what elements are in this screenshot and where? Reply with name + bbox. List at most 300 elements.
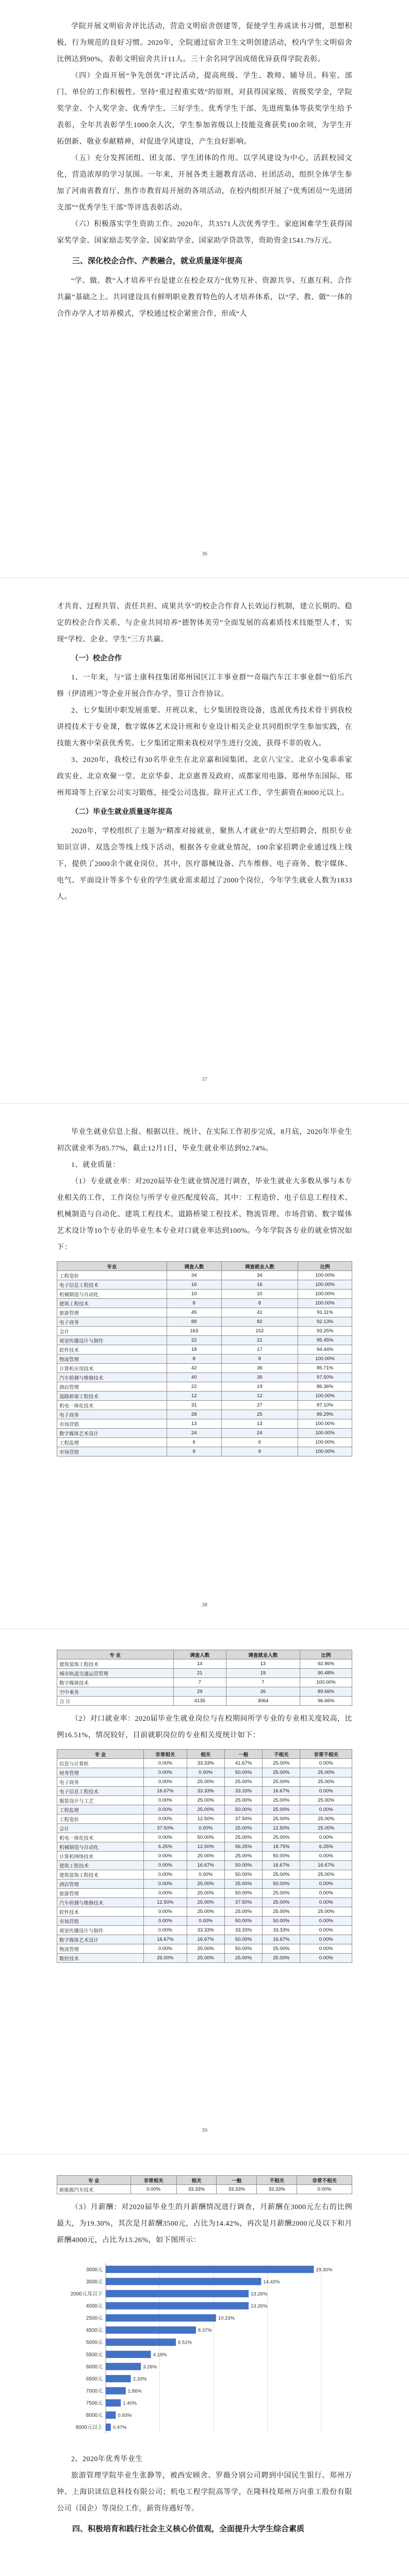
table-row — [57, 1870, 352, 1879]
page-40 — [0, 2155, 409, 2576]
table-cell: 0.00% — [144, 1768, 187, 1777]
table-cell: 92.13% — [298, 1317, 352, 1327]
table-cell: 16.67% — [187, 1861, 224, 1870]
table-row — [57, 1280, 352, 1290]
table-cell: 25.00% — [263, 1898, 300, 1907]
table-cell: 25.00% — [263, 1833, 300, 1842]
table-cell: 56.25% — [224, 1842, 262, 1852]
table-cell-major: 道路桥梁工程技术 — [57, 1392, 167, 1401]
bar — [106, 2424, 111, 2431]
table-cell: 0.00% — [144, 1889, 187, 1898]
table-cell: 0.00% — [187, 1870, 224, 1879]
table-cell: 25.00% — [263, 1944, 300, 1954]
table-cell: 3064 — [226, 1697, 300, 1706]
bar — [106, 2399, 121, 2406]
table-cell: 25.00% — [224, 1796, 262, 1805]
table-cell: 0.00% — [144, 1796, 187, 1805]
table-cell: 0.00% — [144, 1759, 187, 1768]
table-cell: 0.00% — [144, 1926, 187, 1935]
paragraph: （3）月薪酬：对2020届毕业生的月薪酬情况进行调查，月薪酬在3000元左右的比例最大，为19.30%，其次是月薪酬3500元，占比为14.42%，再次是月薪酬2000元及以下和月薪酬4000元，占比为13.26%，如下图所示： — [57, 2204, 352, 2244]
table-row — [57, 1898, 352, 1907]
table-cell: 21 — [221, 1336, 298, 1345]
table-cell-major: 机械制造与自动化 — [57, 1290, 167, 1299]
table-cell: 19 — [221, 1382, 298, 1392]
table-cell-major: 建筑工程技术 — [57, 1299, 167, 1308]
data-label: 4.19% — [153, 2352, 167, 2358]
paragraph: “学、做、教”入才培养平台是建立在校企双方“优势互补、资源共享、互惠互利、合作共赢”基础之上。共同建设具有鲜明职业教育特色的人才培养体系，以“学、教、做”一体的合作办学人才培养模式，学校通过校企紧密合作，形成“人 — [57, 277, 352, 318]
table-cell: 90.48% — [300, 1669, 352, 1678]
table-row — [57, 1777, 352, 1787]
table-header: 调查就业人数 — [221, 1262, 298, 1271]
table-cell: 6 — [167, 1438, 221, 1447]
table-cell: 0.00% — [144, 1815, 187, 1824]
table-row — [57, 1678, 352, 1687]
table-cell: 10 — [167, 1290, 221, 1299]
table-cell: 25.00% — [187, 1796, 224, 1805]
table-header: 调查人数 — [173, 1650, 226, 1659]
table-cell: 97.50% — [298, 1373, 352, 1382]
table-row — [57, 1354, 352, 1364]
table-cell: 50.00% — [263, 1917, 300, 1926]
page-number: 37 — [202, 1076, 207, 1082]
table-cell: 24 — [221, 1429, 298, 1438]
table-cell: 87.10% — [298, 1401, 352, 1410]
table-cell-major: 工程监理 — [57, 1438, 167, 1447]
paragraph: 毕业生就业信息上报、根据以往、统计、在实际工作初步完成，8月底，2020年毕业生初次就业率为85.77%，截止12月1日，毕业生就业率达到92.74%。 — [57, 1128, 352, 1153]
data-label: 8.37% — [198, 2328, 212, 2334]
table-cell: 92.86% — [300, 1659, 352, 1669]
table-cell: 0.00% — [144, 1944, 187, 1954]
table-cell: 16.67% — [263, 1787, 300, 1796]
table-header: 非常不相关 — [297, 2176, 352, 2185]
table-cell: 12 — [167, 1392, 221, 1401]
bar — [106, 2363, 141, 2370]
table-cell: 6 — [221, 1438, 298, 1447]
table-cell: 25.00% — [263, 1870, 300, 1879]
table-row — [57, 1327, 352, 1336]
table-cell: 25 — [221, 1410, 298, 1419]
table-cell: 8 — [167, 1299, 221, 1308]
table-cell: 0.00% — [144, 1907, 187, 1917]
table-cell: 50.00% — [224, 1917, 262, 1926]
table-row — [57, 1299, 352, 1308]
table-cell: 0.00% — [144, 1777, 187, 1787]
table-row — [57, 2185, 352, 2194]
table-row — [57, 1833, 352, 1842]
table-cell: 19 — [226, 1669, 300, 1678]
table-row — [57, 1954, 352, 1963]
table-body — [57, 2185, 352, 2194]
category-label: 7000元 — [86, 2388, 103, 2394]
table-cell: 8 — [167, 1354, 221, 1364]
table-cell: 0.00% — [144, 1833, 187, 1842]
table-row — [57, 1907, 352, 1917]
table-row — [57, 1345, 352, 1354]
table-cell: 25.00% — [263, 1815, 300, 1824]
table-cell-major: 汽车检测与维修技术 — [57, 1373, 167, 1382]
table-cell: 16.67% — [144, 1787, 187, 1796]
paragraph: 2、七夕集团中职发展重要。开班以来，七夕集团投资设备，选派优秀技术骨干到我校讲授技术于专业课，数字媒体艺术设计班和专业设计相关企业共同组织学生参加实践，在技能大赛中荣获优秀奖。七夕集团定期来我校对学生进行交流，获得不菲的收入。 — [57, 707, 352, 748]
bar — [106, 2314, 216, 2321]
table-cell: 16.67% — [300, 1861, 352, 1870]
bar — [106, 2412, 116, 2419]
table-cell: 25.00% — [187, 1805, 224, 1815]
data-label: 13.26% — [251, 2303, 268, 2309]
bar — [106, 2266, 314, 2273]
page-38 — [0, 1104, 409, 1629]
table-cell: 25.00% — [187, 1898, 224, 1907]
table-cell: 25.00% — [300, 1824, 352, 1833]
table-cell: 26 — [226, 1687, 300, 1697]
paragraph: 才共育、过程共管、责任共担、成果共享”的校企合作育人长效运行机制，建立长期的、稳定的校企合作关系，与企业共同培养“德智体美劳”全面发展的高素质技术技能型人才，实现“学校、企业、学生”三方共赢。 — [57, 603, 352, 643]
table-cell: 18.75% — [263, 1842, 300, 1852]
table-cell: 0.00% — [144, 1917, 187, 1926]
table-cell: 0.00% — [144, 1852, 187, 1861]
table-cell: 0.00% — [300, 1898, 352, 1907]
paragraph: 2、2020年优秀毕业生 — [71, 2455, 143, 2463]
data-label: 2.33% — [133, 2376, 147, 2382]
table-cell-major: 会计 — [57, 1824, 144, 1833]
table-row — [57, 1419, 352, 1429]
table-row — [57, 1917, 352, 1926]
table-cell: 50.00% — [263, 1852, 300, 1861]
table-cell: 25.00% — [300, 1907, 352, 1917]
table-cell: 45 — [167, 1308, 221, 1317]
table-header: 比例 — [300, 1650, 352, 1659]
table-row — [57, 1768, 352, 1777]
table-cell: 25.00% — [224, 1852, 262, 1861]
table-cell: 6.25% — [144, 1842, 187, 1852]
table-cell-major: 电子信息工程技术 — [57, 1280, 167, 1290]
table-cell: 0.00% — [300, 1852, 352, 1861]
table-cell: 89.66% — [300, 1687, 352, 1697]
table-cell: 42 — [167, 1364, 221, 1373]
table-cell: 0.00% — [144, 1870, 187, 1879]
table-cell: 50.00% — [263, 1879, 300, 1889]
table-cell: 8 — [221, 1299, 298, 1308]
table-cell: 0.00% — [144, 1879, 187, 1889]
table-cell: 16.67% — [263, 1935, 300, 1944]
data-label: 1.86% — [127, 2388, 142, 2394]
table-cell: 25.00% — [300, 1768, 352, 1777]
category-label: 2000元及以下 — [70, 2291, 103, 2297]
table-body — [57, 1659, 352, 1706]
table-cell-major: 视觉传播设计与制作 — [57, 1926, 144, 1935]
table-cell-major: 电子商务 — [57, 1410, 167, 1419]
table-cell: 0.00% — [300, 1944, 352, 1954]
category-label: 5000元 — [86, 2340, 103, 2346]
table-header: 不相关 — [257, 2176, 297, 2185]
table-cell: 100.00% — [298, 1271, 352, 1280]
table-cell-major: 合 计 — [57, 1697, 174, 1706]
table-row — [57, 1926, 352, 1935]
table-row — [57, 1438, 352, 1447]
table-cell: 7 — [226, 1678, 300, 1687]
table-cell-major: 电子商务 — [57, 1317, 167, 1327]
table-cell-major: 工程监理 — [57, 1805, 144, 1815]
paragraph: （六）积极落实学生资助工作。2020年，共3571人次优秀学生、家庭困难学生获得国家奖学金、国家励志奖学金、国家助学金、国家助学贷款等，资助资金1541.79万元。 — [57, 221, 352, 245]
table-cell-major: 数字媒体艺术设计 — [57, 1429, 167, 1438]
table-cell: 0.00% — [300, 1787, 352, 1796]
table-cell: 7 — [173, 1678, 226, 1687]
table-header: 调查就业人数 — [226, 1650, 300, 1659]
table-row — [57, 1759, 352, 1768]
table-header: 专 业 — [57, 2176, 131, 2185]
table-cell: 16 — [221, 1280, 298, 1290]
table-cell: 29 — [173, 1687, 226, 1697]
category-label: 4000元 — [86, 2303, 103, 2309]
table-row — [57, 1824, 352, 1833]
table-row — [57, 1392, 352, 1401]
table-cell: 25.00% — [224, 1824, 262, 1833]
table-cell: 33.33% — [176, 2185, 217, 2194]
table-cell: 25.00% — [187, 1889, 224, 1898]
table-cell: 0.00% — [300, 1917, 352, 1926]
table-cell-major: 服装设计与工艺 — [57, 1796, 144, 1805]
table-cell: 95.45% — [298, 1336, 352, 1345]
table-row — [57, 1659, 352, 1669]
table-row — [57, 1410, 352, 1419]
table-cell: 4135 — [173, 1697, 226, 1706]
subsection-title: （一）校企合作 — [71, 655, 122, 663]
table-cell: 50.00% — [224, 1805, 262, 1815]
table-cell: 31 — [167, 1401, 221, 1410]
category-label: 3000元 — [86, 2267, 103, 2273]
table-cell: 12 — [221, 1392, 298, 1401]
data-label: 1.40% — [123, 2400, 137, 2406]
paragraph: 3、2020年，我校已有30名毕业生在北京嘉和园集团、北京八宝宝、北京小兔乖乖家政实业、北京欢聚一堂、北京华泰、北京惠普及政府、成都家用电器、郑州华东国际、郑州邦琦等上百家公司实习锻炼，接受公司选拔。除开正式工作，学生薪资在8000元以上。 — [57, 756, 352, 797]
table-cell: 33.33% — [187, 1926, 224, 1935]
data-label: 0.93% — [118, 2413, 132, 2419]
table-cell: 25.00% — [224, 1879, 262, 1889]
data-label: 6.51% — [178, 2340, 192, 2346]
table-cell: 91.11% — [298, 1308, 352, 1317]
table-cell: 39 — [221, 1373, 298, 1382]
category-label: 6500元 — [86, 2376, 103, 2382]
table-cell-major: 物流管理 — [57, 1354, 167, 1364]
table-header: 比例 — [298, 1262, 352, 1271]
bar — [106, 2278, 261, 2285]
table-row — [57, 1373, 352, 1382]
page-number: 38 — [202, 1602, 207, 1608]
table-cell: 14 — [173, 1659, 226, 1669]
table-header-row — [57, 1750, 352, 1759]
table-cell: 89.29% — [298, 1410, 352, 1419]
table-cell: 25.00% — [187, 1777, 224, 1787]
table-row — [57, 1889, 352, 1898]
table-row — [57, 1364, 352, 1373]
table-cell: 0.00% — [300, 1889, 352, 1898]
table-cell-major: 物流管理 — [57, 1944, 144, 1954]
table-cell: 100.00% — [298, 1290, 352, 1299]
table-row — [57, 1842, 352, 1852]
table-header: 相关 — [187, 1750, 224, 1759]
table-row — [57, 1861, 352, 1870]
table-cell-major: 计算机网络技术 — [57, 1852, 144, 1861]
table-cell: 50.00% — [224, 1889, 262, 1898]
table-cell: 152 — [221, 1327, 298, 1336]
table-row — [57, 1852, 352, 1861]
table-row — [57, 1815, 352, 1824]
table-row — [57, 1805, 352, 1815]
table-cell: 0.00% — [300, 1935, 352, 1944]
table-cell: 13 — [167, 1419, 221, 1429]
table-cell: 37.50% — [224, 1815, 262, 1824]
table-cell: 100.00% — [300, 1678, 352, 1687]
table-cell-major: 新能源汽车技术 — [57, 2185, 131, 2194]
table-cell: 0.00% — [187, 1824, 224, 1833]
table-cell-major: 计算机应用技术 — [57, 1364, 167, 1373]
table-cell: 21 — [173, 1669, 226, 1678]
table-cell: 24 — [167, 1429, 221, 1438]
table-cell: 12.50% — [144, 1898, 187, 1907]
salary-bar-chart — [57, 2258, 352, 2444]
category-label: 5500元 — [86, 2352, 103, 2358]
category-label: 3500元 — [86, 2279, 103, 2285]
table-cell: 25.00% — [300, 1870, 352, 1879]
table-cell-major: 工程造价 — [57, 1815, 144, 1824]
table-cell: 25.00% — [224, 1833, 262, 1842]
table-cell: 0.00% — [144, 1805, 187, 1815]
table-cell: 13 — [226, 1659, 300, 1669]
data-label: 14.42% — [263, 2279, 280, 2285]
table-header: 不相关 — [263, 1750, 300, 1759]
table-header-row — [57, 1262, 352, 1271]
table-row — [57, 1879, 352, 1889]
table-row — [57, 1935, 352, 1944]
table-cell: 25.00% — [300, 1796, 352, 1805]
table-cell: 33.33% — [224, 1787, 262, 1796]
table-cell: 100.00% — [298, 1429, 352, 1438]
table-cell: 82 — [221, 1317, 298, 1327]
table-cell: 0.00% — [300, 1926, 352, 1935]
table-cell: 16.67% — [263, 1861, 300, 1870]
table-cell: 100.00% — [298, 1280, 352, 1290]
page-number: 36 — [202, 551, 207, 557]
table-cell: 50.00% — [224, 1944, 262, 1954]
table-row — [57, 1317, 352, 1327]
table-cell-major: 建筑装饰工程技术 — [57, 1870, 144, 1879]
table-header: 一般 — [224, 1750, 262, 1759]
table-row — [57, 1669, 352, 1678]
table-cell-major: 市场营销 — [57, 1917, 144, 1926]
table-cell: 100.00% — [298, 1419, 352, 1429]
table-cell: 28 — [167, 1410, 221, 1419]
table-cell-major: 酒店管理 — [57, 1382, 167, 1392]
table-row — [57, 1944, 352, 1954]
table-cell: 27 — [221, 1401, 298, 1410]
table-cell: 12.50% — [187, 1815, 224, 1824]
table-cell: 41 — [221, 1308, 298, 1317]
table-cell-major: 视觉传播设计与制作 — [57, 1336, 167, 1345]
table-cell: 25.00% — [263, 1805, 300, 1815]
table-cell: 33.33% — [257, 2185, 297, 2194]
table-cell: 0.00% — [187, 1768, 224, 1777]
relevance-table-continued — [57, 2175, 352, 2194]
table-header: 调查人数 — [167, 1262, 221, 1271]
table-cell: 16.67% — [187, 1935, 224, 1944]
table-row — [57, 1796, 352, 1805]
table-row — [57, 1429, 352, 1438]
table-body — [57, 1271, 352, 1456]
table-cell: 33.33% — [217, 2185, 257, 2194]
table-cell-major: 机械制造与自动化 — [57, 1842, 144, 1852]
page-39 — [0, 1629, 409, 2155]
category-label: 2500元 — [86, 2315, 103, 2321]
bar — [106, 2375, 131, 2382]
data-label: 10.23% — [218, 2315, 235, 2321]
employment-rate-table-continued — [57, 1650, 352, 1706]
table-cell: 18 — [167, 1345, 221, 1354]
table-cell: 94.44% — [298, 1345, 352, 1354]
table-header: 专 业 — [57, 1750, 144, 1759]
table-cell: 25.00% — [263, 1768, 300, 1777]
table-cell: 34 — [221, 1271, 298, 1280]
bar — [106, 2387, 126, 2394]
table-cell: 10 — [221, 1290, 298, 1299]
table-cell: 8 — [221, 1354, 298, 1364]
table-cell: 37.50% — [224, 1898, 262, 1907]
table-cell: 25.00% — [263, 1777, 300, 1787]
table-cell-major: 建筑工程技术 — [57, 1861, 144, 1870]
table-cell: 9 — [221, 1447, 298, 1456]
table-cell: 25.00% — [187, 1944, 224, 1954]
table-cell: 41.67% — [224, 1759, 262, 1768]
table-header: 非常不相关 — [300, 1750, 352, 1759]
table-cell: 16 — [167, 1280, 221, 1290]
table-cell: 33.33% — [187, 1787, 224, 1796]
table-body — [57, 1759, 352, 1963]
table-cell: 96.66% — [300, 1697, 352, 1706]
table-header: 非常相关 — [144, 1750, 187, 1759]
table-cell: 25.00% — [263, 1796, 300, 1805]
table-cell-major: 电子信息工程技术 — [57, 1787, 144, 1796]
table-cell: 40 — [167, 1373, 221, 1382]
paragraph: 2020年，学校组织了主题为“精准对接就业，聚焦人才就业”的大型招聘会，组织专业知识宣讲、双选会等线上线下活动，根据各专业就业情况，100余家招聘企业通过线上线下，提供了2000余个就业岗位，其中，医疗器械设备、汽车维修、电子商务、数字媒体、电气、平面设计等多个专业的学生就业需求超过了2000个岗位，今年学生就业人数为1833人。 — [57, 827, 352, 901]
table-cell: 93.25% — [298, 1327, 352, 1336]
section-title: 三、深化校企合作、产教融合，就业质量逐年提高 — [72, 257, 243, 265]
table-cell: 100.00% — [298, 1392, 352, 1401]
paragraph: 1、一年来，与“富士康科技集团郑州园区江丰事业群”“奇瑞汽车江丰事业群”“伯乐汽修（伊清班）”等企业开展合作办学，签订合作协议。 — [57, 674, 352, 698]
table-cell-major: 旅游管理 — [57, 1308, 167, 1317]
table-row — [57, 1687, 352, 1697]
section-title: 四、积极培育和践行社会主义核心价值观，全面提升大学生综合素质 — [72, 2525, 305, 2533]
category-label: 8000元 — [86, 2413, 103, 2419]
table-cell: 50.00% — [224, 1861, 262, 1870]
table-cell: 25.00% — [144, 1954, 187, 1963]
table-cell: 0.00% — [300, 1805, 352, 1815]
table-cell: 25.00% — [300, 1777, 352, 1787]
table-cell: 100.00% — [298, 1299, 352, 1308]
table-cell: 22 — [167, 1336, 221, 1345]
table-cell-major: 酒店管理 — [57, 1879, 144, 1889]
table-row — [57, 1290, 352, 1299]
table-cell: 50.00% — [224, 1935, 262, 1944]
table-cell: 25.00% — [263, 1907, 300, 1917]
subsection-title: （二）毕业生就业质量逐年提高 — [71, 808, 172, 816]
table-cell: 25.00% — [263, 1889, 300, 1898]
paragraph: （四）全面开展“争先创优”评比活动，提高班级、学生、教师、辅导员、科室、部门、单位的工作积极性。坚持“重过程重实效”的原则，对获得国家级、省级奖学金，学院奖学金、个人奖学金、优秀学生、三好学生、优秀学生干部、先进班集体等获奖学生给予表彰，全年共表彰学生1000余人次，学生参加省级以上技能竞赛获奖100余项，为学生开拓创新、敬业奉献精神，对促进学风建设，产生良好影响。 — [57, 72, 352, 146]
table-cell: 6.25% — [300, 1842, 352, 1852]
table-cell: 34 — [167, 1271, 221, 1280]
paragraph: 旅游管理学院毕业生张静等，被西安顾舍、罗薇分别公司聘到中国民生银行、郑州万钟、上海识读信息科技有限公司；机电工程学院高等学，在隆科技郑州万向重工股份有限公司（国企）等岗位工作，薪资待遇好等。 — [57, 2472, 352, 2513]
data-label: 13.26% — [251, 2291, 268, 2297]
paragraph: （五）充分发挥团组、团支部、学生团体的作用。以学风建设为中心，活跃校园文化，营造浓厚的学习氛围。一年来，开展各类主题教育活动、社团活动，组织全体学生参加了河南省教育厅、焦作市教育局开展的各项活动，在校内组织开展了“优秀团员”“先进团支部”“优秀学生干部”等评选表彰活动。 — [57, 155, 352, 212]
table-header: 相关 — [176, 2176, 217, 2185]
page-37 — [0, 578, 409, 1104]
table-cell: 50.00% — [224, 1870, 262, 1879]
bar — [106, 2302, 249, 2309]
